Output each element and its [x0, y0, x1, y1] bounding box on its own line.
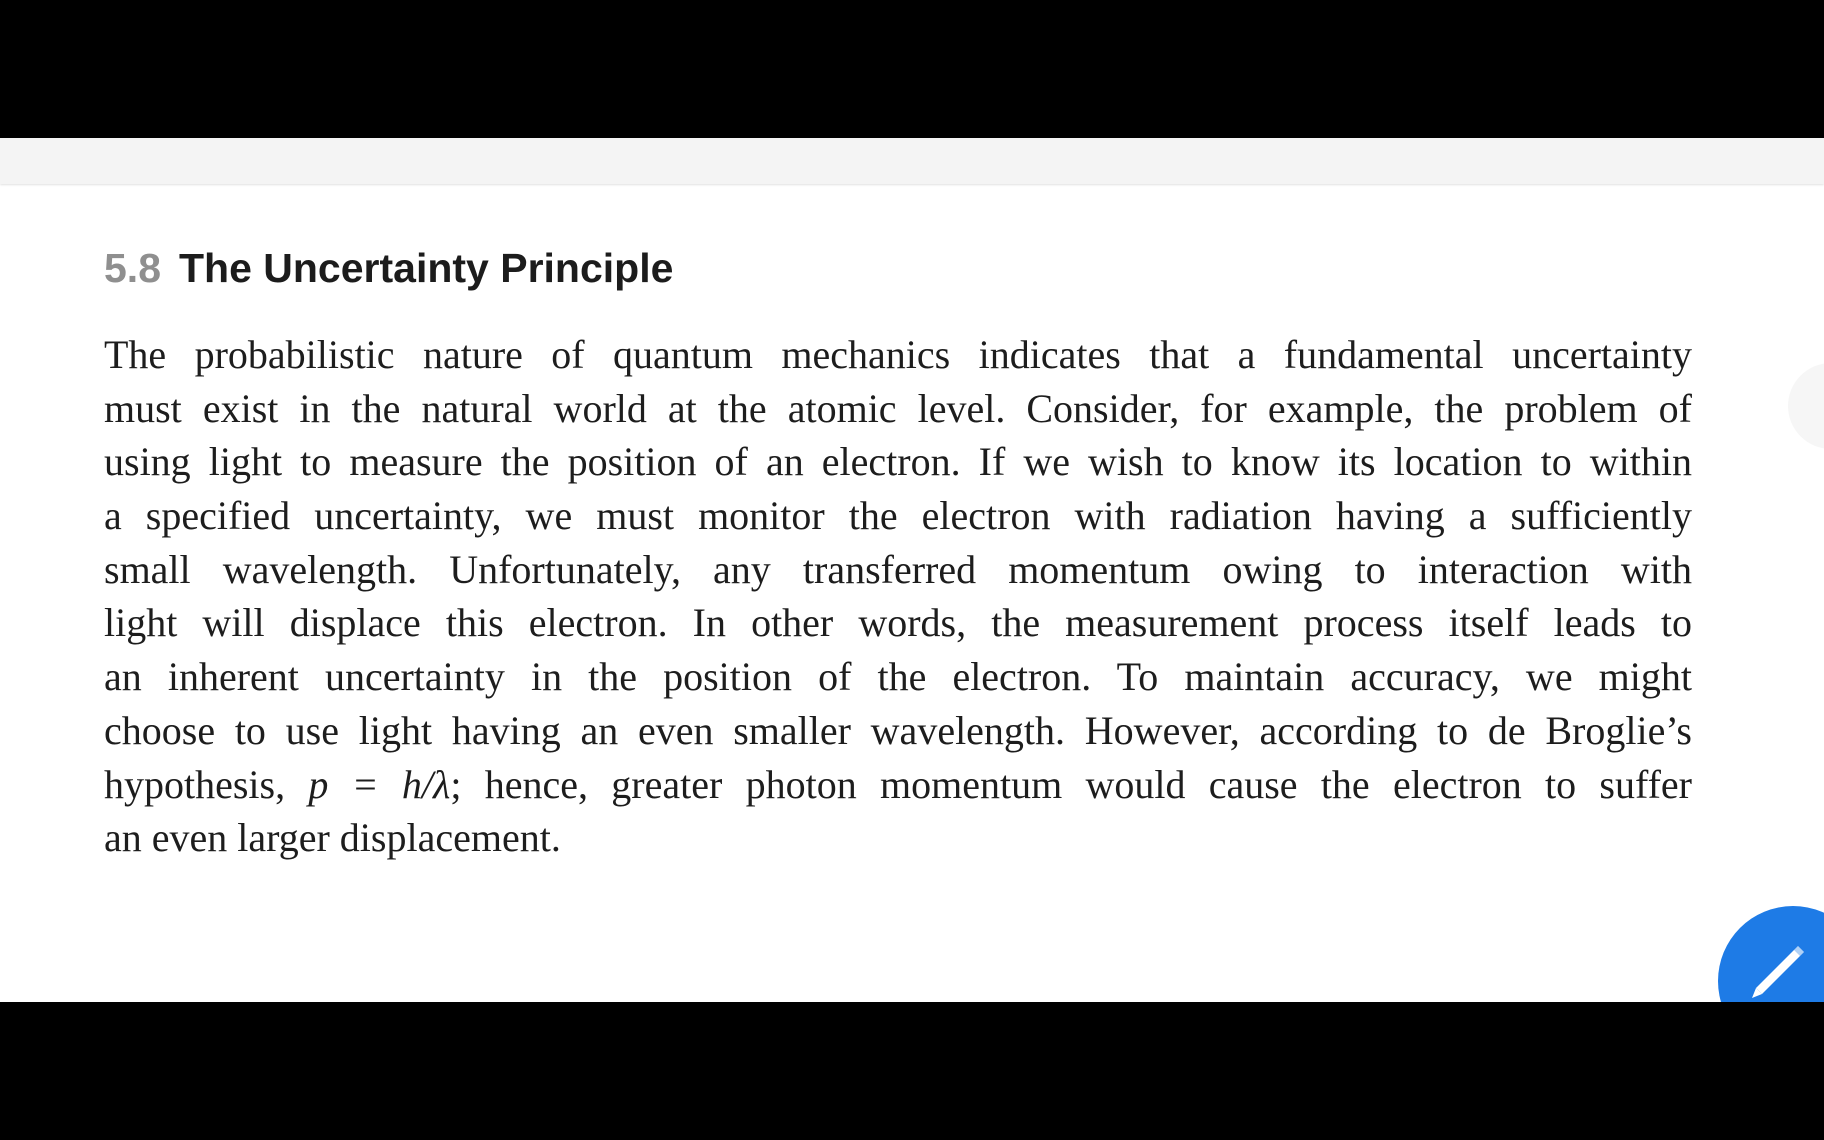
paragraph-line: an inherent uncertainty in the position of the electron. To maintain accuracy, we might [104, 654, 1692, 700]
section-title: The Uncertainty Principle [179, 245, 674, 291]
top-toolbar [0, 138, 1824, 184]
edit-button[interactable] [1718, 906, 1824, 1002]
side-panel-handle[interactable] [1788, 363, 1824, 449]
section-number: 5.8 [104, 245, 161, 291]
paragraph-line: light will displace this electron. In other words, the measurement process itself leads to [104, 600, 1692, 646]
pencil-icon [1748, 942, 1808, 1002]
line-text: ; hence, greater photon momentum would cause the electron to suffer [450, 761, 1692, 807]
document-viewer [0, 138, 1824, 1002]
paragraph-line-formula [104, 758, 1692, 812]
paragraph-line: using light to measure the position of an electron. If we wish to know its location to within [104, 439, 1692, 485]
paragraph-line: must exist in the natural world at the atomic level. Consider, for example, the problem of [104, 385, 1692, 431]
paragraph-line: The probabilistic nature of quantum mechanics indicates that a fundamental uncertainty [104, 332, 1692, 377]
body-paragraph [104, 328, 1692, 865]
paragraph-line: an even larger displacement. [104, 815, 561, 861]
formula: p = h/λ [308, 761, 451, 807]
section-heading [104, 242, 673, 294]
line-text: hypothesis, [104, 761, 309, 807]
paragraph-line: choose to use light having an even smaller wavelength. However, according to de Broglie’s [104, 707, 1692, 753]
paragraph-line: small wavelength. Unfortunately, any transferred momentum owing to interaction with [104, 546, 1692, 592]
paragraph-line: a specified uncertainty, we must monitor the electron with radiation having a sufficiently [104, 493, 1692, 539]
